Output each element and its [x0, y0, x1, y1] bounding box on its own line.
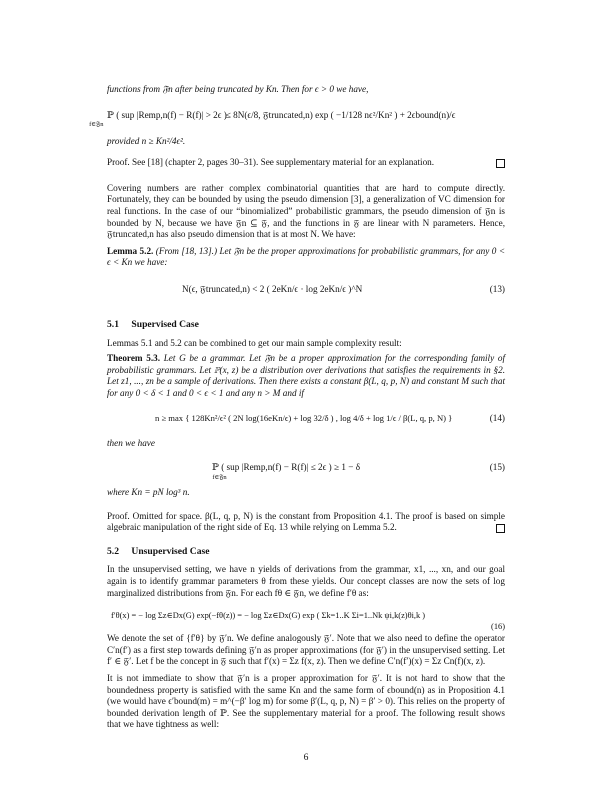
equation-subscript: f∈𝔉n: [89, 121, 104, 129]
equation-number: (16): [491, 622, 505, 632]
text-line: functions from 𝔉n after being truncated by Kn. Then for ϵ > 0 we have,: [107, 84, 369, 94]
equation-number: (13): [489, 284, 505, 295]
equation-lhs: ℙ ( sup |Remp,n(f) − R(f)| > 2ϵ ): [107, 110, 227, 121]
lemma-text: (From [18, 13].) Let 𝔉n be the proper approximations for probabilistic grammars, for any 0 < ϵ < Kn we have:: [107, 245, 506, 268]
equation-body: ℙ ( sup |Remp,n(f) − R(f)| ≤ 2ϵ ) ≥ 1 − δ: [212, 461, 361, 472]
page-number: 6: [303, 752, 309, 763]
section-heading-5-2: [107, 546, 505, 558]
text-line: where Kn = pN log³ n.: [107, 487, 190, 498]
lemma: [107, 246, 505, 269]
paragraph: Covering numbers are rather complex combinatorial quantities that are hard to compute directly. Fortunately, they can be bounded by using the pseudo dimension [3], a generalization of VC dimension for real functions. In the case of our “binomialized” probabilistic grammars, the pseudo dimension of 𝔉n is bounded by N, because we have 𝔉n ⊆ 𝔉, and the functions in 𝔉 are linear with N parameters. Hence, 𝔉truncated,n has also pseudo dimension that is at most N. We have:: [107, 182, 505, 240]
theorem: [107, 353, 505, 399]
section-number: 5.2: [107, 545, 119, 557]
qed-box-icon: [496, 159, 505, 168]
equation-body: n ≥ max { 128Kn²/ϵ² ( 2N log(16eKn/ϵ) + log 32/δ ) , log 4/δ + log 1/ϵ / β(L, q, p, N) }: [155, 412, 453, 423]
paragraph: We denote the set of {f′θ} by 𝔉′n. We define analogously 𝔉′. Note that we also need to define the operator C′n(f′) as a first step towards defining 𝔉′n as proper approximations (for 𝔉′) in the unsupervised setting. Let f′ ∈ 𝔉′. Let f be the concept in 𝔉 such that f′(x) = Σz f(x, z). Then we define C′n(f′)(x) = Σz Cn(f)(x, z).: [107, 633, 505, 667]
text-line: then we have: [107, 437, 155, 448]
proof-text: Proof. Omitted for space. β(L, q, p, N) is the constant from Proposition 4.1. The proof is based on simple algebraic manipulation of the right side of Eq. 13 while relying on Lemma 5.2.: [107, 510, 505, 533]
section-number: 5.1: [107, 318, 119, 330]
theorem-text: Let G be a grammar. Let 𝔉n be a proper approximation for the corresponding family of probabilistic grammars. Let ℙ(x, z) be a distribution over derivations that satisfies the requirements in §2. Let z1, ..., zn be a sample of derivations. Then there exists a constant β(L, q, p, N) and constant M such that for any 0 < δ < 1 and 0 < ϵ < 1 and any n > M and if: [107, 353, 505, 398]
provided-line: provided n ≥ Kn²/4ϵ².: [107, 135, 186, 146]
lemma-label: Lemma 5.2.: [107, 245, 154, 256]
equation-body: f′θ(x) = − log Σz∈Dx(G) exp(−fθ(z)) = − log Σz∈Dx(G) exp ( Σk=1..K Σi=1..Nk ψi,k(z)θi,k ): [111, 611, 426, 621]
qed-box-icon: [496, 524, 505, 533]
equation-body: N(ϵ, 𝔉truncated,n) < 2 ( 2eKn/ϵ · log 2eKn/ϵ )^N: [182, 284, 363, 295]
paragraph: In the unsupervised setting, we have n yields of derivations from the grammar, x1, ..., xn, and our goal again is to identify grammar parameters θ from these yields. Our concept classes are now the sets of log marginalized distributions from 𝔉n. For each fθ ∈ 𝔉n, we define f′θ as:: [107, 564, 505, 598]
proof-block: [107, 157, 505, 169]
paragraph: It is not immediate to show that 𝔉′n is a proper approximation for 𝔉′. It is not hard to show that the boundedness property is satisfied with the same Kn and the same form of ϵbound(n) as in Proposition 4.1 (we would have ϵ′bound(m) = m^(−β′ log m) for some β′(L, q, p, N) = β′ > 0). This relies on the property of bounded derivation length of ℙ. See the supplementary material for a proof. The following result shows that we have tightness as well:: [107, 673, 505, 730]
equation-subscript: f∈𝔉n: [212, 473, 227, 481]
equation-16: [107, 603, 505, 632]
proof-block: [107, 511, 505, 534]
equation-13: [107, 273, 505, 307]
page-body: [89, 84, 506, 736]
proof-text: Proof. See [18] (chapter 2, pages 30–31). See supplementary material for an explanation.: [107, 157, 435, 168]
paragraph: Lemmas 5.1 and 5.2 can be combined to get our main sample complexity result:: [107, 337, 402, 348]
equation-number: (15): [489, 462, 505, 473]
equation-rhs: ≤ 8N(ϵ/8, 𝔉truncated,n) exp ( −1/128 nϵ²/Kn² ) + 2ϵbound(n)/ϵ: [225, 110, 456, 121]
theorem-label: Theorem 5.3.: [107, 353, 161, 364]
section-title: Unsupervised Case: [131, 545, 210, 557]
section-title: Supervised Case: [131, 318, 199, 330]
section-heading-5-1: [107, 319, 505, 331]
equation-14: [107, 404, 505, 434]
equation-number: (14): [489, 412, 505, 423]
equation-15: [107, 453, 505, 483]
